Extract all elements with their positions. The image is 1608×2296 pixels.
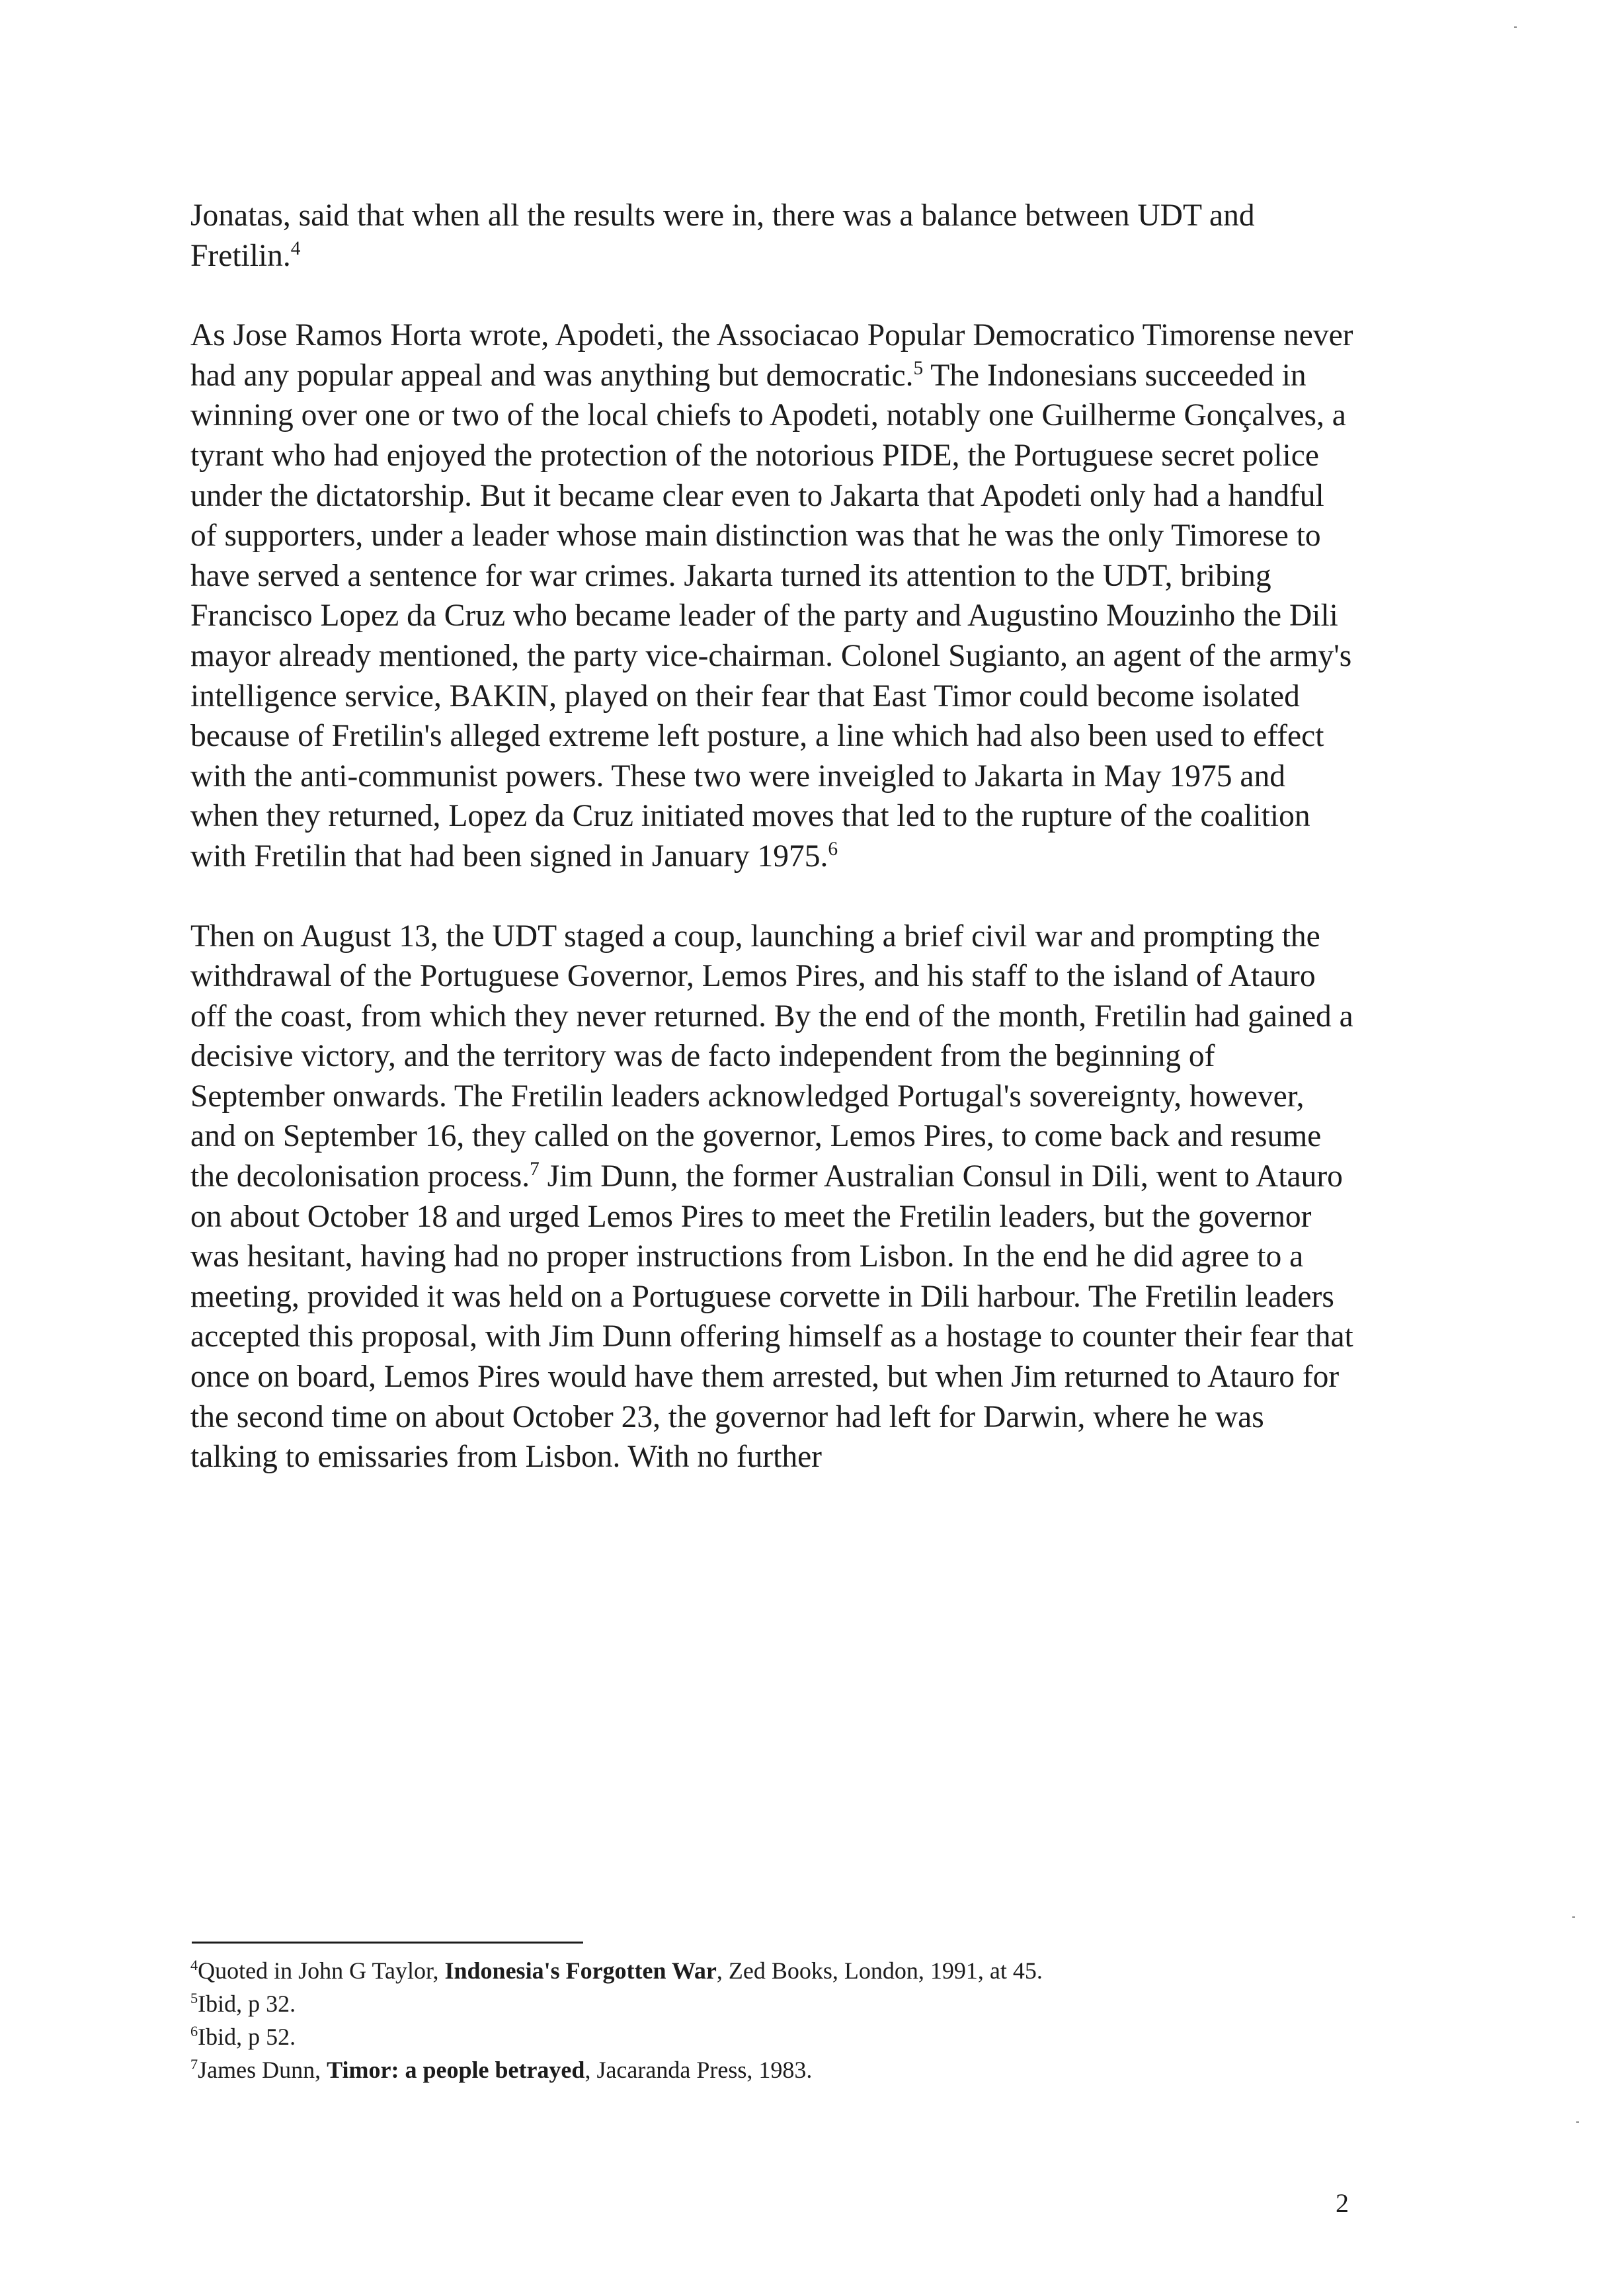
- paragraph-2-rest: The Indonesians succeeded in winning over one or two of the local chiefs to Apodeti, notably one Guilherme Gonçalves, a tyrant who had enjoyed the protection of the notorious PIDE, the Portuguese secret police under the dictatorship. But it became clear even to Jakarta that Apodeti only had a handful of supporters, under a leader whose main distinction was that he was the only Timorese to have served a sentence for war crimes. Jakarta turned its attention to the UDT, bribing Francisco Lopez da Cruz who became leader of the party and Augustino Mouzinho the Dili mayor already mentioned, the party vice-chairman. Colonel Sugianto, an agent of the army's intelligence service, BAKIN, played on their fear that East Timor could become isolated because of Fretilin's alleged extreme left posture, a line which had also been used to effect with the anti-communist powers. These two were inveigled to Jakarta in May 1975 and when they returned, Lopez da Cruz initiated moves that led to the rupture of the coalition with Fretilin that had been signed in January 1975.: [190, 358, 1352, 874]
- footnote-mark: 6: [190, 2023, 198, 2039]
- footnote-mark: 7: [190, 2056, 198, 2072]
- paragraph-3-rest: Jim Dunn, the former Australian Consul in Dili, went to Atauro on about October 18 and urged Lemos Pires to meet the Fretilin leaders, but the governor was hesitant, having had no proper instructions from Lisbon. In the end he did agree to a meeting, provided it was held on a Portuguese corvette in Dili harbour. The Fretilin leaders accepted this proposal, with Jim Dunn offering himself as a hostage to counter their fear that once on board, Lemos Pires would have them arrested, but when Jim returned to Atauro for the second time on about October 23, the governor had left for Darwin, where he was talking to emissaries from Lisbon. With no further: [190, 1159, 1353, 1475]
- footnote-book-title: Timor: a people betrayed: [327, 2057, 585, 2083]
- body-text: [190, 196, 1357, 1477]
- footnote-ref-4: 4: [290, 237, 301, 259]
- footnote-divider: [192, 1942, 583, 1944]
- footnote-ref-5: 5: [913, 357, 924, 379]
- footnote-ref-6: 6: [828, 839, 838, 860]
- footnote-mark: 4: [190, 1957, 198, 1973]
- paragraph-1-text: Jonatas, said that when all the results were in, there was a balance between UDT and Fretilin.: [190, 198, 1255, 273]
- page-number: 2: [1336, 2188, 1349, 2218]
- paragraph-2-lead: As Jose Ramos Horta wrote, Apodeti, the Associacao Popular Democratico Timorense never had any popular appeal and was anything but democratic.: [190, 318, 1353, 393]
- footnote-text: Quoted in John G Taylor,: [198, 1957, 445, 1984]
- paragraph-2: [190, 315, 1357, 876]
- footnote-text: Ibid, p 52.: [198, 2024, 296, 2050]
- footnote-7: [190, 2055, 1357, 2084]
- scan-speck: [1576, 2121, 1579, 2123]
- footnote-4: [190, 1956, 1357, 1985]
- footnote-6: [190, 2022, 1357, 2051]
- footnote-ref-7: 7: [530, 1159, 540, 1180]
- scan-speck: [1572, 1916, 1575, 1918]
- footnote-text: Ibid, p 32.: [198, 1990, 296, 2017]
- footnote-book-title: Indonesia's Forgotten War: [444, 1957, 717, 1984]
- footnotes: [190, 1956, 1357, 2088]
- footnote-text: James Dunn,: [198, 2057, 327, 2083]
- paragraph-1: [190, 196, 1357, 276]
- scan-speck: [1514, 26, 1517, 28]
- footnote-text: , Zed Books, London, 1991, at 45.: [716, 1957, 1043, 1984]
- footnote-mark: 5: [190, 1990, 198, 2006]
- footnote-5: [190, 1989, 1357, 2018]
- footnote-text: , Jacaranda Press, 1983.: [584, 2057, 813, 2083]
- paragraph-3-lead: Then on August 13, the UDT staged a coup, launching a brief civil war and prompting the withdrawal of the Portuguese Governor, Lemos Pires, and his staff to the island of Atauro off the coast, from which they never returned. By the end of the month, Fretilin had gained a decisive victory, and the territory was de facto independent from the beginning of September onwards. The Fretilin leaders acknowledged Portugal's sovereignty, however, and on September 16, they called on the governor, Lemos Pires, to come back and resume the decolonisation process.: [190, 919, 1353, 1194]
- paragraph-3: [190, 917, 1357, 1477]
